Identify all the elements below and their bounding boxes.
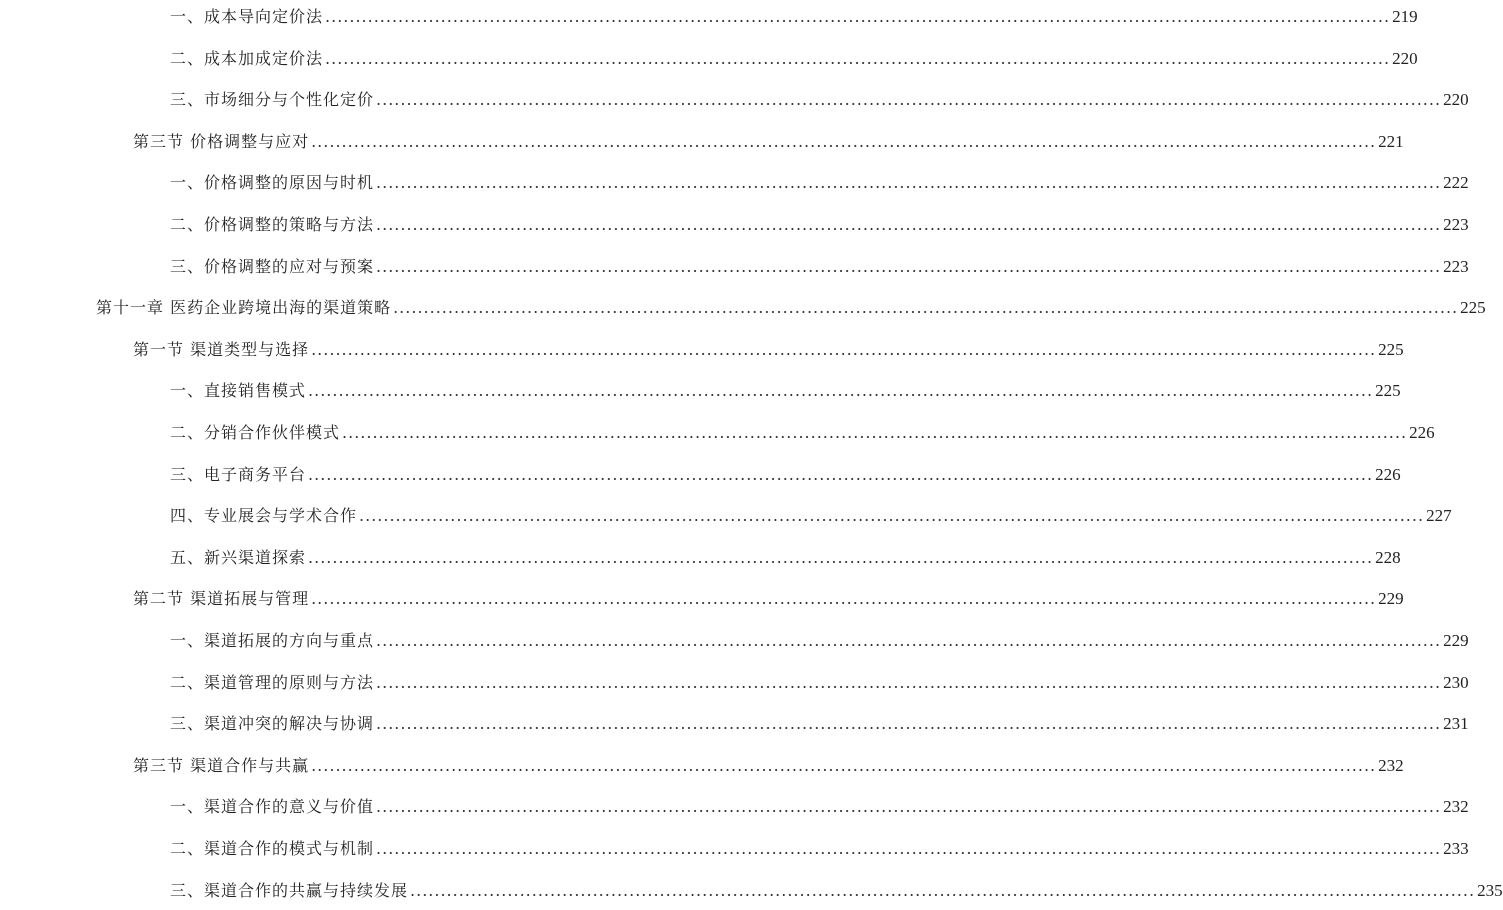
dot-leader: ............................................................................................................................................................................... [376,714,1442,734]
toc-entry[interactable] [170,378,1401,404]
toc-entry[interactable] [170,4,1418,30]
toc-entry-title: 三、渠道冲突的解决与协调 [170,714,375,734]
toc-entry-title: 三、电子商务平台 [170,464,307,484]
toc-entry-page: 223 [1443,256,1469,276]
toc-entry-title: 一、渠道拓展的方向与重点 [170,631,375,650]
toc-entry[interactable] [170,254,1469,280]
toc-entry[interactable] [170,420,1435,446]
toc-entry-title: 三、价格调整的应对与预案 [170,256,375,276]
toc-entry[interactable] [170,836,1469,862]
toc-entry[interactable] [170,878,1503,904]
toc-entry-page: 221 [1378,131,1404,151]
dot-leader: ............................................................................................................................................................................... [311,339,1377,359]
toc-entry-title: 第十一章 医药企业跨境出海的渠道策略 [96,298,392,318]
toc-entry[interactable] [170,711,1469,737]
toc-entry[interactable] [96,295,1486,321]
dot-leader: ............................................................................................................................................................................... [410,880,1476,900]
dot-leader: ............................................................................................................................................................................... [376,173,1442,193]
toc-entry-page: 223 [1443,215,1469,234]
toc-entry[interactable] [170,46,1418,72]
dot-leader: ............................................................................................................................................................................... [376,215,1442,234]
dot-leader: ............................................................................................................................................................................... [311,755,1377,775]
toc-entry[interactable] [170,545,1401,571]
dot-leader: ............................................................................................................................................................................... [376,797,1442,817]
toc-entry[interactable] [170,670,1469,696]
toc-entry[interactable] [170,170,1469,196]
toc-entry-title: 一、成本导向定价法 [170,7,324,26]
toc-entry-page: 229 [1443,631,1469,650]
toc-entry-page: 225 [1375,381,1401,401]
toc-entry[interactable] [170,628,1469,654]
toc-entry-title: 二、渠道管理的原则与方法 [170,672,375,692]
toc-entry[interactable] [133,129,1404,155]
toc-entry-title: 四、专业展会与学术合作 [170,506,358,526]
dot-leader: ............................................................................................................................................................................... [359,506,1425,526]
toc-entry-page: 235 [1477,880,1503,900]
dot-leader: ............................................................................................................................................................................... [376,631,1442,650]
toc-entry-page: 229 [1378,589,1404,609]
dot-leader: ............................................................................................................................................................................... [308,464,1374,484]
toc-entry-title: 第二节 渠道拓展与管理 [133,589,310,609]
toc-entry-page: 230 [1443,672,1469,692]
toc-entry[interactable] [133,753,1404,779]
toc-entry-page: 220 [1443,90,1469,110]
toc-entry-page: 220 [1392,48,1418,68]
toc-entry[interactable] [170,794,1469,820]
dot-leader: ............................................................................................................................................................................... [376,672,1442,692]
dot-leader: ............................................................................................................................................................................... [393,298,1459,318]
toc-entry[interactable] [170,87,1469,113]
dot-leader: ............................................................................................................................................................................... [325,48,1391,68]
toc-entry[interactable] [170,212,1469,238]
toc-entry-title: 二、渠道合作的模式与机制 [170,839,375,858]
toc-entry-title: 二、分销合作伙伴模式 [170,423,341,442]
dot-leader: ............................................................................................................................................................................... [311,589,1377,609]
dot-leader: ............................................................................................................................................................................... [376,256,1442,276]
toc-entry[interactable] [170,503,1452,529]
toc-entry-title: 五、新兴渠道探索 [170,547,307,567]
dot-leader: ............................................................................................................................................................................... [376,839,1442,858]
toc-entry-page: 233 [1443,839,1469,858]
dot-leader: ............................................................................................................................................................................... [342,423,1408,442]
toc-entry-title: 三、渠道合作的共赢与持续发展 [170,880,409,900]
toc-entry-page: 226 [1409,423,1435,442]
toc-entry-page: 228 [1375,547,1401,567]
toc-entry-page: 225 [1378,339,1404,359]
toc-entry-page: 225 [1460,298,1486,318]
dot-leader: ............................................................................................................................................................................... [308,381,1374,401]
toc-entry-page: 231 [1443,714,1469,734]
toc-entry-title: 第三节 价格调整与应对 [133,131,310,151]
toc-entry-page: 232 [1378,755,1404,775]
toc-entry-title: 第三节 渠道合作与共赢 [133,755,310,775]
toc-entry-page: 226 [1375,464,1401,484]
toc-entry-title: 一、直接销售模式 [170,381,307,401]
toc-entry-title: 一、价格调整的原因与时机 [170,173,375,193]
toc-entry-title: 三、市场细分与个性化定价 [170,90,375,110]
toc-entry-title: 二、价格调整的策略与方法 [170,215,375,234]
toc-entry-title: 二、成本加成定价法 [170,48,324,68]
dot-leader: ............................................................................................................................................................................... [311,131,1377,151]
toc-entry-page: 232 [1443,797,1469,817]
toc-entry-page: 219 [1392,7,1418,26]
dot-leader: ............................................................................................................................................................................... [325,7,1391,26]
toc-entry-page: 227 [1426,506,1452,526]
toc-entry-page: 222 [1443,173,1469,193]
toc-entry[interactable] [133,337,1404,363]
dot-leader: ............................................................................................................................................................................... [308,547,1374,567]
toc-entry[interactable] [133,586,1404,612]
toc-entry-title: 第一节 渠道类型与选择 [133,339,310,359]
toc-entry-title: 一、渠道合作的意义与价值 [170,797,375,817]
toc-entry[interactable] [170,462,1401,488]
dot-leader: ............................................................................................................................................................................... [376,90,1442,110]
